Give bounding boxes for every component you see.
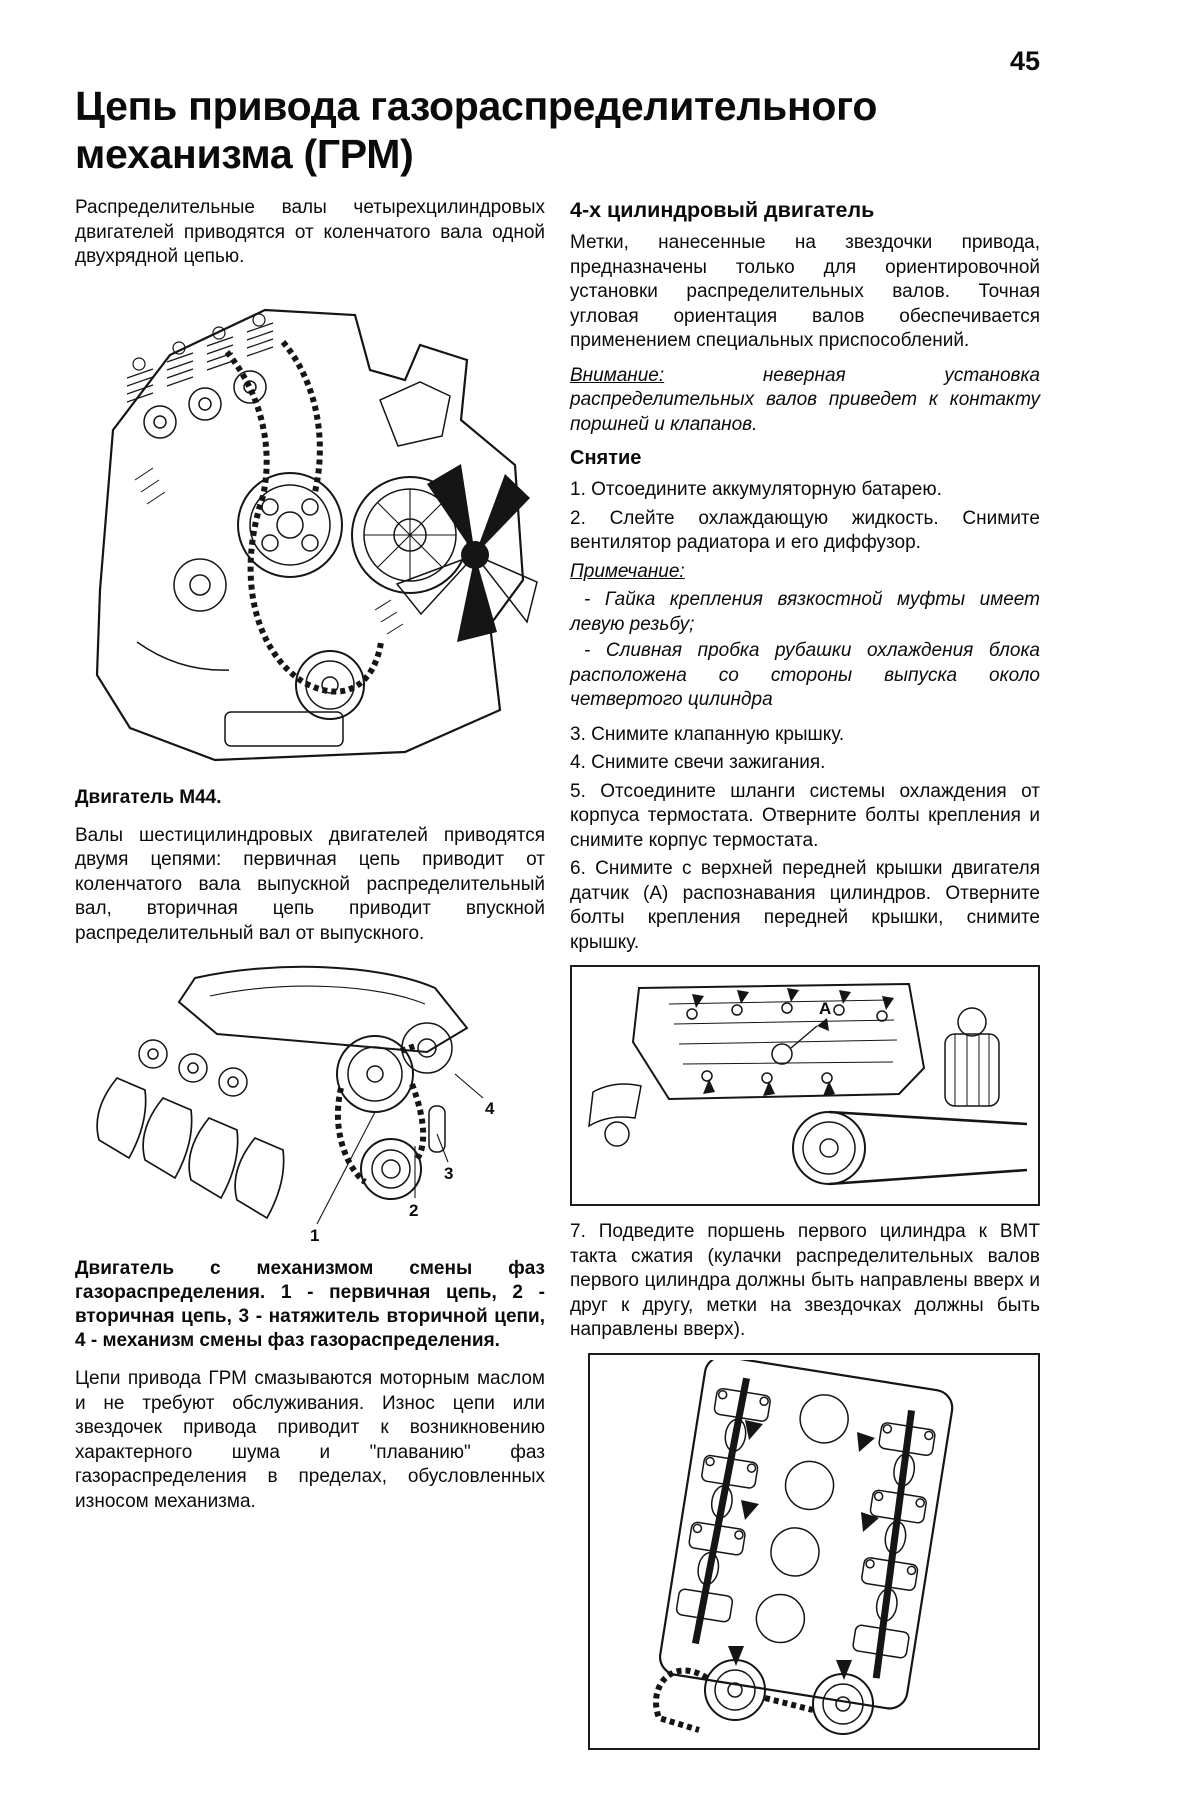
warning-note (570, 364, 1040, 438)
figure2-caption: Двигатель с механизмом смены фаз газораспределения. 1 - первичная цепь, 2 - вторичная цепь, 3 - натяжитель вторичной цепи, 4 - механизм смены фаз газораспределения. (75, 1258, 545, 1352)
figure1-caption: Двигатель М44. (75, 786, 222, 808)
step-6: 6. Снимите с верхней передней крышки двигателя датчик (А) распознавания цилиндров. Отверните болты крепления передней крышки, снимите крышку. (570, 858, 1040, 953)
note-item-2: - Сливная пробка рубашки охлаждения блока расположена со стороны выпуска около четвертого цилиндра (570, 640, 1040, 711)
m44-engine-illustration (75, 280, 545, 780)
intro-paragraph: Распределительные валы четырехцилиндровых двигателей приводятся от коленчатого вала одной двухрядной цепью. (75, 197, 545, 268)
six-cylinder-paragraph: Валы шестицилиндровых двигателей приводятся двумя цепями: первичная цепь приводит от коленчатого вала выпускной распределительный вал, вторичная цепь приводит впускной распределительный вал от выпускного. (75, 824, 545, 944)
left-column (75, 196, 545, 1764)
warning-text: неверная установка распределительных валов приведет к контакту поршней и клапанов. (570, 364, 1040, 435)
camshafts-illustration (595, 1360, 1023, 1738)
figure-camshafts (588, 1353, 1040, 1750)
fig2-callout-2: 2 (409, 1201, 419, 1221)
step-3: 3. Снимите клапанную крышку. (570, 723, 845, 745)
page-number: 45 (1009, 46, 1040, 76)
fig2-callout-3: 3 (444, 1164, 454, 1184)
marks-paragraph: Метки, нанесенные на звездочки привода, предназначены только для ориентировочной установки распределительных валов. Точная угловая ориентация валов обеспечивается применением специальных приспособлений. (570, 232, 1040, 352)
right-column (570, 196, 1040, 1764)
note-label: Примечание: (570, 560, 685, 582)
step-7: 7. Подведите поршень первого цилиндра к ВМТ такта сжатия (кулачки распределительных валов первого цилиндра должны быть направлены вверх и друг к другу, метки на звездочках должны быть направлены вверх). (570, 1221, 1040, 1341)
note-block (570, 560, 1040, 713)
vanos-engine-illustration (75, 956, 545, 1251)
front-cover-illustration (577, 972, 1029, 1194)
figure-front-cover (570, 965, 1040, 1206)
page-title: Цепь привода газораспределительного механизма (ГРМ) (75, 83, 878, 177)
removal-heading: Снятие (570, 447, 642, 470)
step-5: 5. Отсоедините шланги системы охлаждения от корпуса термостата. Отверните болты крепления и снимите корпус термостата. (570, 780, 1040, 851)
note-item-1: - Гайка крепления вязкостной муфты имеет левую резьбу; (570, 589, 1040, 635)
fig2-callout-4: 4 (485, 1099, 495, 1119)
four-cylinder-heading: 4-х цилиндровый двигатель (570, 198, 875, 223)
figure-m44-engine (75, 280, 545, 780)
figure-vanos-engine (75, 956, 545, 1251)
step-2: 2. Слейте охлаждающую жидкость. Снимите вентилятор радиатора и его диффузор. (570, 507, 1040, 554)
two-column-layout (75, 196, 1040, 1764)
warning-label: Внимание: (570, 364, 665, 386)
fig2-callout-1: 1 (310, 1226, 320, 1246)
step-1: 1. Отсоедините аккумуляторную батарею. (570, 479, 942, 501)
fig3-label-a: А (819, 999, 832, 1019)
step-4: 4. Снимите свечи зажигания. (570, 752, 826, 774)
chain-wear-paragraph: Цепи привода ГРМ смазываются моторным маслом и не требуют обслуживания. Износ цепи или звездочек привода приводит к возникновению характерного шума и "плаванию" фаз газораспределения в пределах, обусловленных износом механизма. (75, 1368, 545, 1512)
